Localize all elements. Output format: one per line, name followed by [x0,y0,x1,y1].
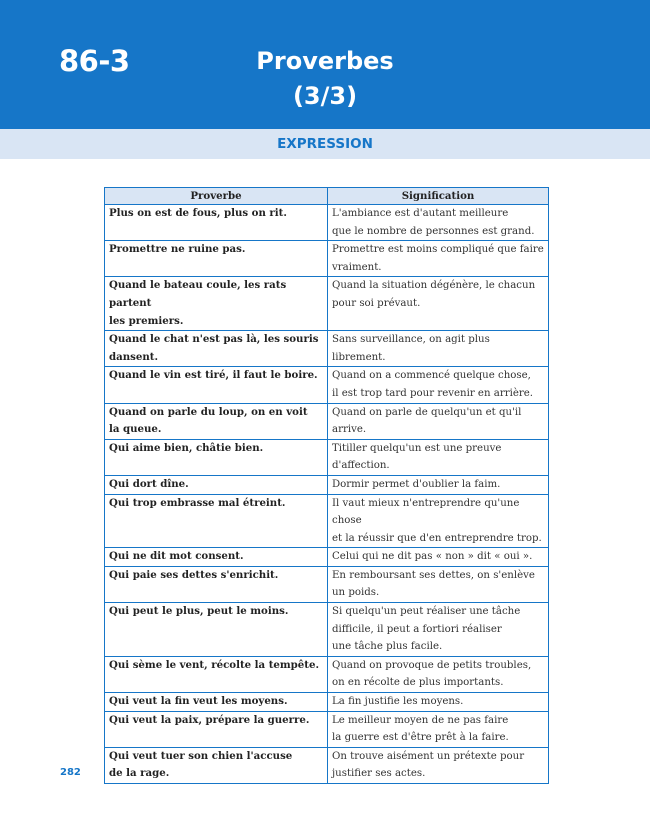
proverb-cell-line: de la rage. [109,767,170,780]
table-row [105,241,549,277]
proverb-cell [105,566,328,602]
proverb-cell-line: dansent. [109,350,159,363]
proverb-cell [105,475,328,494]
meaning-cell-line: d'affection. [332,460,390,472]
meaning-cell [328,566,549,602]
proverb-cell [105,205,328,241]
table-row [105,439,549,475]
meaning-cell [328,205,549,241]
table-row [105,205,549,241]
proverb-cell-line: la queue. [109,423,162,436]
meaning-cell-line: Quand on parle de quelqu'un et qu'il arrive. [332,406,522,436]
proverb-cell [105,277,328,331]
table-row [105,475,549,494]
proverb-cell-line: Qui peut le plus, peut le moins. [109,605,289,618]
meaning-cell-line: Promettre est moins compliqué que faire [332,244,544,256]
proverb-cell-line: Qui veut la paix, prépare la guerre. [109,713,310,726]
meaning-cell-line: Quand la situation dégénère, le chacun [332,280,536,292]
meaning-cell-line: la guerre est d'être prêt à la faire. [332,732,509,744]
proverb-cell-line: Qui sème le vent, récolte la tempête. [109,658,320,671]
meaning-cell-line: En remboursant ses dettes, on s'enlève [332,569,535,581]
column-header-proverbe: Proverbe [105,188,328,205]
chapter-title-line1: Proverbes [256,47,394,75]
proverb-cell [105,403,328,439]
meaning-cell [328,494,549,548]
meaning-cell-line: vraiment. [332,261,382,273]
meaning-cell-line: Il vaut mieux n'entreprendre qu'une chose [332,497,520,527]
meaning-cell [328,747,549,783]
meaning-cell [328,475,549,494]
meaning-cell [328,403,549,439]
meaning-cell-line: Quand on a commencé quelque chose, [332,370,531,382]
proverb-cell [105,241,328,277]
meaning-cell [328,277,549,331]
proverb-cell-line: Qui veut la fin veut les moyens. [109,695,288,708]
proverbs-table [104,187,549,784]
meaning-cell-line: Le meilleur moyen de ne pas faire [332,714,509,726]
proverb-cell-line: les premiers. [109,314,184,327]
meaning-cell-line: on en récolte de plus importants. [332,677,504,689]
table-row [105,603,549,657]
table-row [105,711,549,747]
chapter-title [230,44,420,114]
meaning-cell-line: Si quelqu'un peut réaliser une tâche [332,606,521,618]
meaning-cell [328,711,549,747]
table-row [105,566,549,602]
proverb-cell [105,656,328,692]
proverb-cell-line: Promettre ne ruine pas. [109,243,246,256]
meaning-cell [328,656,549,692]
table-row [105,747,549,783]
table-row [105,331,549,367]
meaning-cell [328,331,549,367]
meaning-cell-line: difficile, il peut a fortiori réaliser [332,623,502,635]
proverb-cell [105,693,328,712]
proverb-cell [105,747,328,783]
proverb-cell [105,711,328,747]
table-row [105,656,549,692]
table-row [105,693,549,712]
meaning-cell-line: justifier ses actes. [332,768,426,780]
proverb-cell-line: Plus on est de fous, plus on rit. [109,207,287,219]
proverb-cell [105,331,328,367]
proverb-cell-line: Qui veut tuer son chien l'accuse [109,749,293,762]
proverb-cell-line: Qui paie ses dettes s'enrichit. [109,568,279,581]
table-row [105,403,549,439]
table-row [105,277,549,331]
meaning-cell [328,241,549,277]
proverb-cell-line: Quand le chat n'est pas là, les souris [109,333,319,346]
meaning-cell [328,439,549,475]
meaning-cell-line: Quand on provoque de petits troubles, [332,659,532,671]
proverb-cell-line: Quand on parle du loup, on en voit [109,405,308,418]
meaning-cell-line: Titiller quelqu'un est une preuve [332,442,502,454]
table-row [105,548,549,567]
meaning-cell-line: pour soi prévaut. [332,297,421,309]
meaning-cell-line: Sans surveillance, on agit plus librement. [332,334,490,363]
table-row [105,494,549,548]
meaning-cell-line: Celui qui ne dit pas « non » dit « oui ». [332,551,533,563]
table-header-row [105,188,549,205]
meaning-cell-line: il est trop tard pour revenir en arrière. [332,387,533,399]
proverb-cell-line: Qui aime bien, châtie bien. [109,441,264,454]
proverb-cell-line: Quand le bateau coule, les rats partent [109,279,287,309]
proverb-cell [105,439,328,475]
section-label: EXPRESSION [0,129,650,159]
page-number: 282 [60,767,81,778]
meaning-cell-line: La fin justifie les moyens. [332,696,464,708]
chapter-number: 86-3 [59,44,130,78]
meaning-cell [328,693,549,712]
column-header-signification: Signification [328,188,549,205]
proverb-cell-line: Qui dort dîne. [109,477,189,490]
meaning-cell [328,603,549,657]
meaning-cell [328,548,549,567]
meaning-cell-line: une tâche plus facile. [332,641,443,653]
proverb-cell [105,494,328,548]
proverb-cell [105,548,328,567]
proverb-cell [105,367,328,403]
meaning-cell [328,367,549,403]
table-row [105,367,549,403]
proverb-cell-line: Qui trop embrasse mal étreint. [109,496,286,509]
proverb-cell-line: Quand le vin est tiré, il faut le boire. [109,369,318,382]
proverb-cell-line: Qui ne dit mot consent. [109,550,244,563]
meaning-cell-line: que le nombre de personnes est grand. [332,225,535,237]
meaning-cell-line: un poids. [332,587,380,599]
meaning-cell-line: Dormir permet d'oublier la faim. [332,478,501,490]
proverb-cell [105,603,328,657]
meaning-cell-line: L'ambiance est d'autant meilleure [332,208,509,219]
chapter-title-line2: (3/3) [292,82,358,110]
meaning-cell-line: On trouve aisément un prétexte pour [332,750,525,762]
meaning-cell-line: et la réussir que d'en entreprendre trop. [332,532,542,544]
chapter-header [0,0,650,129]
